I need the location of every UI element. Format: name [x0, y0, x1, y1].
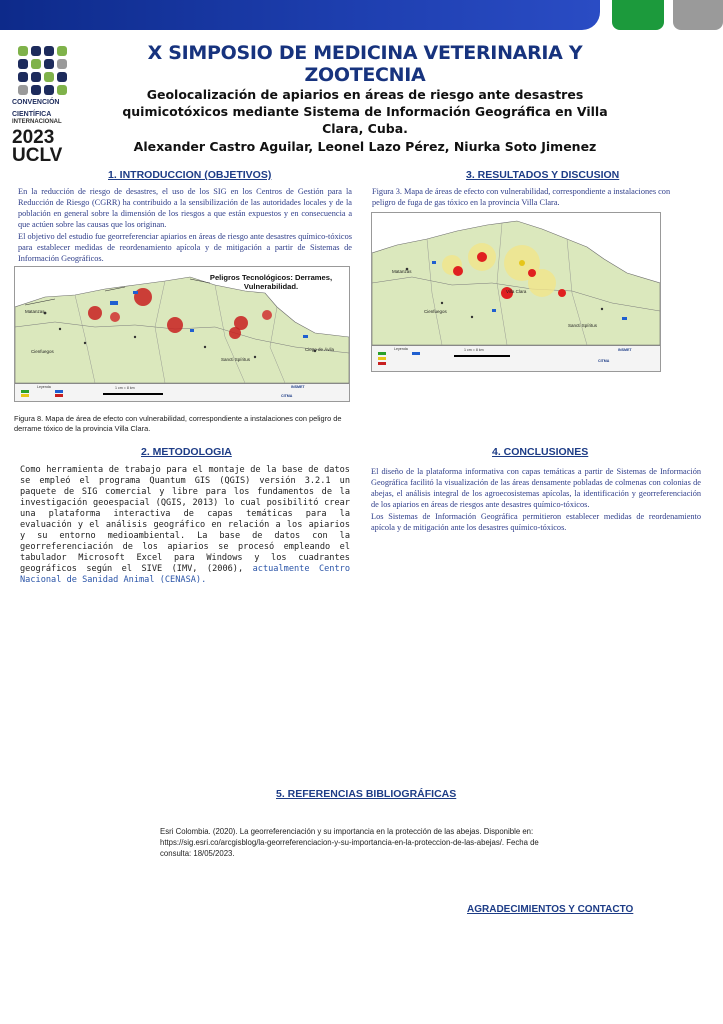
- section-heading-intro: 1. INTRODUCCION (OBJETIVOS): [108, 169, 272, 181]
- banner-gray-tab: [673, 0, 723, 30]
- section-heading-references: 5. REFERENCIAS BIBLIOGRÁFICAS: [276, 788, 457, 800]
- map2-label-cienfuegos: Cienfuegos: [424, 309, 447, 314]
- map-derrames-org-citma: CITMA: [281, 394, 293, 398]
- method-text-cenasa: actualmente Centro Nacional de Sanidad Animal (CENASA).: [20, 564, 351, 585]
- scale-bar-2: [454, 355, 510, 357]
- map-fuga-gas-scale: 1 cm = 8 km: [464, 348, 484, 352]
- map-fuga-gas-legend-title: Leyenda: [394, 347, 408, 351]
- map-derrames: [14, 266, 350, 402]
- map-derrames-title: Peligros Tecnológicos: Derrames, Vulnerabilidad.: [209, 273, 333, 291]
- map-derrames-legend-title: Leyenda: [37, 385, 51, 389]
- section-heading-conclusions: 4. CONCLUSIONES: [492, 446, 589, 458]
- logo-university: UCLV: [12, 145, 63, 166]
- conclusions-paragraph-1: El diseño de la plataforma informativa con capas temáticas a partir de Sistemas de Información Geográfica facilitó la visualización de las áreas densamente pobladas de colmenas con colonias de abejas, el análisis integral de los agroecosistemas apícolas, la identificación y georreferenciación de los apiarios en áreas de riesgos ante desastres químico-tóxicos.: [371, 467, 701, 509]
- map-label-matanzas: Matanzas: [25, 309, 45, 314]
- header-banner: [0, 0, 600, 30]
- map-fuga-gas-org-insmet: INSMET: [618, 348, 632, 352]
- intro-paragraph-2: El objetivo del estudio fue georreferenciar apiarios en áreas de riesgo ante desastres químico-tóxicos para establecer medidas de reordenamiento apícola y de mitigación a partir de Sistemas de Información Geográficos.: [18, 232, 352, 263]
- map-fuga-gas: [371, 212, 661, 372]
- conclusions-paragraph-2: Los Sistemas de Información Geográfica permitieron establecer medidas de reordenamiento apícola y de mitigación ante los desastres químico-tóxicos.: [371, 512, 701, 532]
- poster-authors: Alexander Castro Aguilar, Leonel Lazo Pérez, Niurka Soto Jimenez: [133, 139, 597, 154]
- map2-label-sancti-spiritus: Sancti Spíritus: [568, 323, 598, 328]
- legend-green-swatch: [21, 390, 29, 393]
- map-fuga-gas-legend: [372, 345, 660, 371]
- legend-red-swatch: [55, 394, 63, 397]
- legend2-green-swatch: [378, 352, 386, 355]
- poster-subtitle: Geolocalización de apiarios en áreas de riesgo ante desastres quimicotóxicos mediante Sistema de Información Geográfica en Villa Clara, Cuba.: [122, 87, 608, 136]
- map-derrames-scale: 1 cm = 8 km: [115, 386, 135, 390]
- legend2-blue-swatch: [412, 352, 420, 355]
- section-heading-results: 3. RESULTADOS Y DISCUSION: [466, 169, 620, 181]
- logo-line-1: CONVENCIÓN: [12, 99, 60, 106]
- logo-line-2: CIENTÍFICA: [12, 111, 52, 118]
- intro-paragraph-1: En la reducción de riesgo de desastres, el uso de los SIG en los Centros de Gestión para la Reducción de Riesgo (CGRR) ha contribuido a la sensibilización de las autoridades locales y de la población en general sobre la dimensión de los riesgos a que están expuestos y en consecuencia a que actúen sobre las causas que los originan.: [18, 187, 352, 229]
- map-fuga-gas-org-citma: CITMA: [598, 359, 610, 363]
- intro-text: [18, 186, 352, 265]
- method-text: [20, 465, 350, 586]
- section-heading-thanks: AGRADECIMIENTOS Y CONTACTO: [467, 904, 634, 915]
- conclusions-text: [371, 466, 701, 534]
- reference-entry: Esri Colombia. (2020). La georreferenciación y su importancia en la protección de las abejas. Disponible en: https://sig.esri.co/arcgisblog/la-georreferenciacion-y-su-importancia-en-la-proteccion-de-las-abejas/. Fecha de consulta: 18/05/2023.: [160, 827, 539, 858]
- logo-squares-icon: [18, 46, 72, 95]
- legend2-yellow-swatch: [378, 357, 386, 360]
- section-heading-method: [141, 446, 232, 458]
- convention-logo: [12, 46, 72, 165]
- map-derrames-org-insmet: INSMET: [291, 385, 305, 389]
- logo-line-3: INTERNACIONAL: [12, 119, 62, 125]
- map2-label-matanzas: Matanzas: [392, 269, 412, 274]
- banner-blue-band: [0, 0, 600, 30]
- logo-year: 2023: [12, 127, 55, 148]
- figure-8-caption: Figura 8. Mapa de área de efecto con vulnerabilidad, correspondiente a instalaciones con peligro de derrame tóxico de la provincia Villa Clara.: [14, 414, 342, 433]
- map-label-sancti-spiritus: Sancti Spíritus: [221, 357, 251, 362]
- poster-title: X SIMPOSIO DE MEDICINA VETERINARIA Y ZOOTECNIA: [147, 42, 583, 86]
- legend-yellow-swatch: [21, 394, 29, 397]
- map-derrames-legend: [15, 383, 349, 401]
- map2-label-villa-clara: Villa Clara: [506, 289, 527, 294]
- figure-3-caption: Figura 3. Mapa de áreas de efecto con vulnerabilidad, correspondiente a instalaciones con peligro de fuga de gas tóxico en la provincia Villa Clara.: [372, 187, 671, 207]
- map-label-cienfuegos: Cienfuegos: [31, 349, 54, 354]
- method-text-main: Como herramienta de trabajo para el montaje de la base de datos se empleó el programa Quantum GIS (QGIS) versión 3.2.1 un paquete de SIG comercial y libre para los fundamentos de la investigación geoespacial (QGIS, 2013) lo cual posibilitó crear una plataforma interactiva de capas temáticas para la evaluación y el análisis geográfico en relación a los apiarios y su entorno medioambiental. La base de datos con la georreferenciación de los apiarios se procesó empleando el tabulador Microsoft Excel para Windows y los cuadrantes geográficos según el SIVE (IMV, (2006),: [20, 465, 350, 574]
- legend-blue-swatch: [55, 390, 63, 393]
- map-label-ciego-de-avila: Ciego de Ávila: [305, 347, 335, 352]
- legend2-red-swatch: [378, 362, 386, 365]
- map-fuga-gas-graphic: [372, 213, 660, 345]
- scale-bar: [103, 393, 163, 395]
- banner-green-tab: [612, 0, 664, 30]
- method-heading-text: 2. METODOLOGIA: [141, 446, 232, 458]
